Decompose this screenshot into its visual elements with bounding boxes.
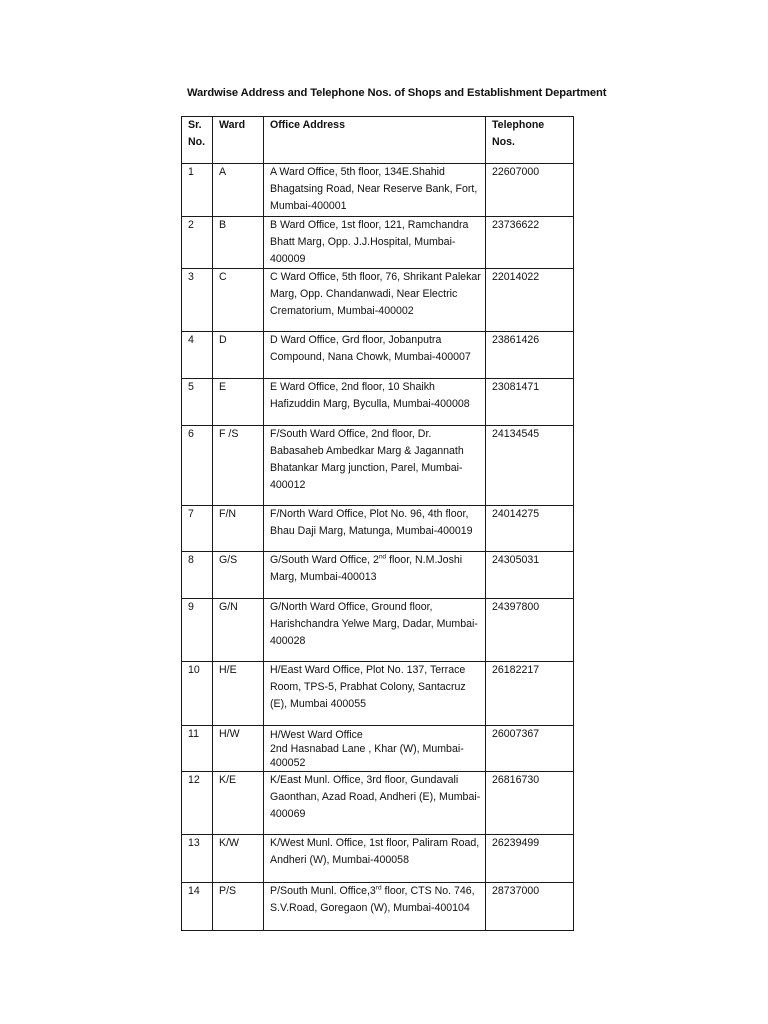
table-row	[182, 772, 574, 835]
cell-telephone: 22607000	[486, 164, 574, 217]
cell-sr-no: 13	[182, 835, 213, 883]
cell-ward: K/E	[213, 772, 264, 835]
cell-ward: G/S	[213, 552, 264, 599]
cell-office-address: K/West Munl. Office, 1st floor, Paliram Road, Andheri (W), Mumbai-400058	[264, 835, 486, 883]
header-office-address: Office Address	[264, 117, 486, 164]
cell-sr-no: 3	[182, 269, 213, 332]
cell-office-address: G/North Ward Office, Ground floor, Harishchandra Yelwe Marg, Dadar, Mumbai-400028	[264, 599, 486, 662]
cell-sr-no: 6	[182, 426, 213, 506]
cell-sr-no: 9	[182, 599, 213, 662]
cell-sr-no: 4	[182, 332, 213, 379]
cell-ward: D	[213, 332, 264, 379]
cell-ward: H/W	[213, 726, 264, 772]
cell-office-address: E Ward Office, 2nd floor, 10 Shaikh Hafizuddin Marg, Byculla, Mumbai-400008	[264, 379, 486, 426]
address-text: G/South Ward Office, 2	[270, 554, 379, 566]
table-row	[182, 662, 574, 726]
table-row	[182, 552, 574, 599]
cell-sr-no: 14	[182, 883, 213, 931]
table-row	[182, 835, 574, 883]
cell-ward: K/W	[213, 835, 264, 883]
cell-telephone: 24397800	[486, 599, 574, 662]
cell-office-address: H/East Ward Office, Plot No. 137, Terrace Room, TPS-5, Prabhat Colony, Santacruz (E), Mumbai 400055	[264, 662, 486, 726]
cell-ward: E	[213, 379, 264, 426]
cell-telephone: 28737000	[486, 883, 574, 931]
cell-sr-no: 2	[182, 217, 213, 269]
cell-office-address: K/East Munl. Office, 3rd floor, Gundavali Gaonthan, Azad Road, Andheri (E), Mumbai-400069	[264, 772, 486, 835]
cell-ward: P/S	[213, 883, 264, 931]
cell-ward: F /S	[213, 426, 264, 506]
cell-office-address: C Ward Office, 5th floor, 76, Shrikant Palekar Marg, Opp. Chandanwadi, Near Electric Crematorium, Mumbai-400002	[264, 269, 486, 332]
header-telephone: Telephone Nos.	[486, 117, 574, 164]
table-row	[182, 426, 574, 506]
cell-office-address	[264, 552, 486, 599]
cell-telephone: 22014022	[486, 269, 574, 332]
cell-sr-no: 10	[182, 662, 213, 726]
cell-telephone: 23861426	[486, 332, 574, 379]
table-row	[182, 269, 574, 332]
cell-office-address	[264, 726, 486, 772]
header-sr-no: Sr. No.	[182, 117, 213, 164]
cell-telephone: 24305031	[486, 552, 574, 599]
ward-office-table	[181, 116, 574, 931]
cell-telephone: 24014275	[486, 506, 574, 552]
address-text: floor, CTS No. 746, S.V.Road, Goregaon (W), Mumbai-400104	[270, 885, 475, 914]
cell-sr-no: 12	[182, 772, 213, 835]
cell-ward: G/N	[213, 599, 264, 662]
cell-sr-no: 1	[182, 164, 213, 217]
cell-ward: C	[213, 269, 264, 332]
cell-office-address: F/North Ward Office, Plot No. 96, 4th floor, Bhau Daji Marg, Matunga, Mumbai-400019	[264, 506, 486, 552]
cell-telephone: 26007367	[486, 726, 574, 772]
address-line: H/West Ward Office	[270, 729, 363, 741]
cell-telephone: 23081471	[486, 379, 574, 426]
cell-telephone: 26239499	[486, 835, 574, 883]
cell-ward: F/N	[213, 506, 264, 552]
cell-office-address: D Ward Office, Grd floor, Jobanputra Compound, Nana Chowk, Mumbai-400007	[264, 332, 486, 379]
cell-office-address: F/South Ward Office, 2nd floor, Dr. Babasaheb Ambedkar Marg & Jagannath Bhatankar Marg junction, Parel, Mumbai-400012	[264, 426, 486, 506]
address-text: floor, N.M.Joshi Marg, Mumbai-400013	[270, 554, 463, 583]
cell-office-address: A Ward Office, 5th floor, 134E.Shahid Bhagatsing Road, Near Reserve Bank, Fort, Mumbai-400001	[264, 164, 486, 217]
address-text: P/South Munl. Office,3	[270, 885, 376, 897]
cell-office-address: B Ward Office, 1st floor, 121, Ramchandra Bhatt Marg, Opp. J.J.Hospital, Mumbai-400009	[264, 217, 486, 269]
table-header-row	[182, 117, 574, 164]
ordinal-suffix: nd	[378, 553, 387, 561]
table-row	[182, 164, 574, 217]
cell-telephone: 26816730	[486, 772, 574, 835]
table-row	[182, 332, 574, 379]
cell-ward: A	[213, 164, 264, 217]
table-row	[182, 726, 574, 772]
table-row	[182, 883, 574, 931]
document-title: Wardwise Address and Telephone Nos. of Shops and Establishment Department	[187, 87, 607, 99]
cell-telephone: 26182217	[486, 662, 574, 726]
header-ward: Ward	[213, 117, 264, 164]
address-line: 2nd Hasnabad Lane , Khar (W), Mumbai-400052	[270, 743, 464, 769]
ordinal-suffix: rd	[375, 884, 382, 892]
cell-sr-no: 7	[182, 506, 213, 552]
cell-telephone: 24134545	[486, 426, 574, 506]
cell-sr-no: 5	[182, 379, 213, 426]
table-row	[182, 599, 574, 662]
table-row	[182, 217, 574, 269]
cell-ward: H/E	[213, 662, 264, 726]
table-row	[182, 379, 574, 426]
cell-telephone: 23736622	[486, 217, 574, 269]
cell-sr-no: 11	[182, 726, 213, 772]
table-row	[182, 506, 574, 552]
cell-sr-no: 8	[182, 552, 213, 599]
cell-ward: B	[213, 217, 264, 269]
cell-office-address	[264, 883, 486, 931]
